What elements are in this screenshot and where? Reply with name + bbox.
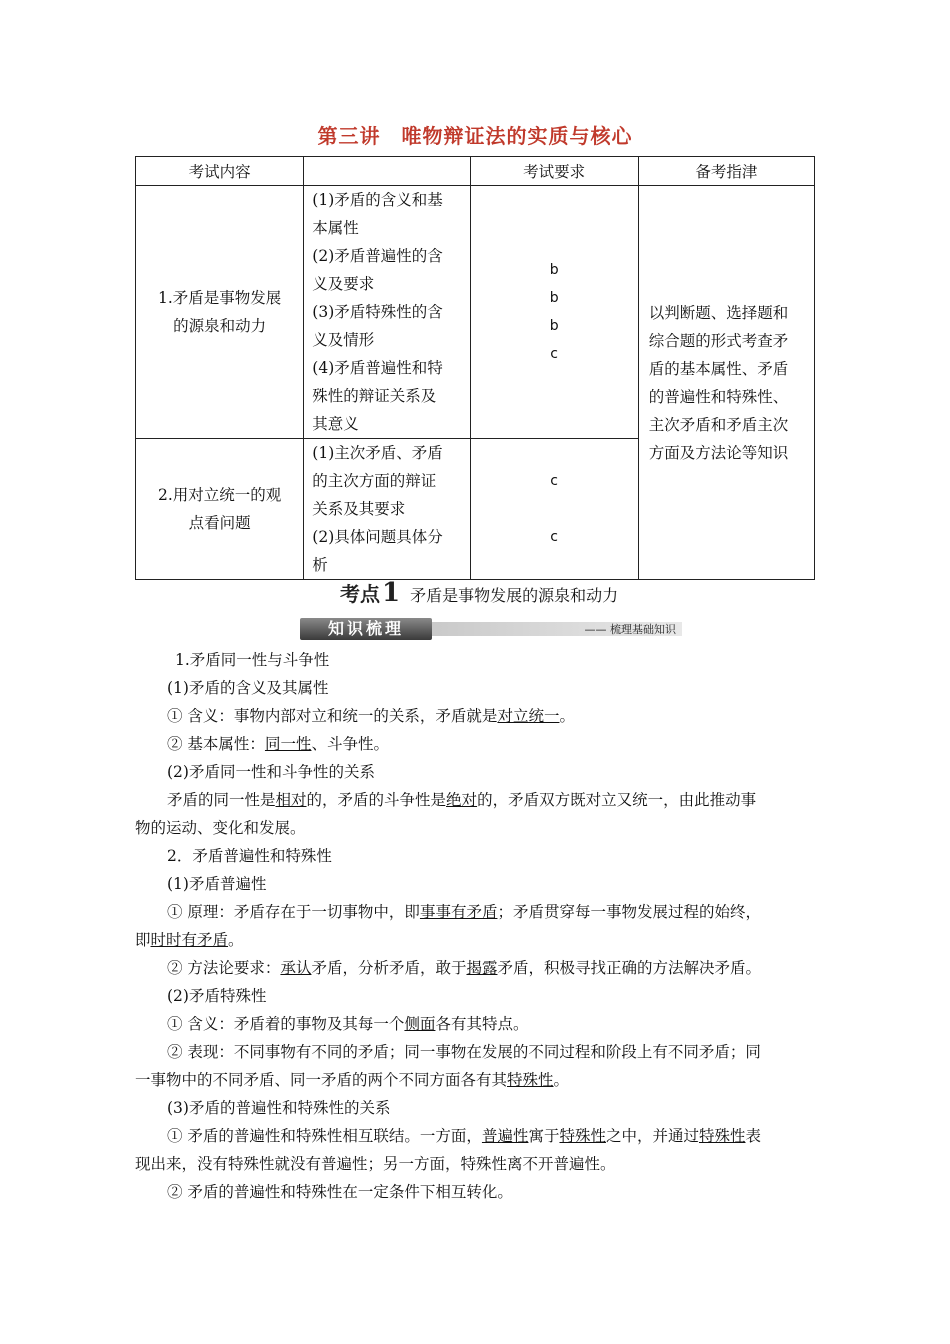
header-content: 考试内容 xyxy=(136,157,304,186)
keyword-blank: 时时有矛盾 xyxy=(150,931,229,949)
level-value: b xyxy=(549,318,559,334)
keyword-blank: 揭露 xyxy=(466,959,498,977)
requirement-line: (4)矛盾普遍性和特 xyxy=(312,359,443,377)
text: 各有其特点。 xyxy=(435,1015,529,1033)
requirement-line: (1)矛盾的含义和基 xyxy=(312,191,443,209)
requirement-line: (2)具体问题具体分 xyxy=(312,528,443,546)
paragraph: 物的运动、变化和发展。 xyxy=(135,819,306,837)
category-cell xyxy=(136,186,304,439)
level-value: b xyxy=(549,290,559,306)
keyword-blank: 特殊性 xyxy=(559,1127,606,1145)
requirement-cell xyxy=(304,439,470,580)
subheading: (1)矛盾普遍性 xyxy=(167,875,267,893)
text: 的，矛盾的斗争性是 xyxy=(306,791,447,809)
guide-line: 以判断题、选择题和 xyxy=(648,303,789,322)
guide-line: 综合题的形式考查矛 xyxy=(648,331,789,350)
keyword-blank: 侧面 xyxy=(404,1015,436,1033)
keyword-blank: 普遍性 xyxy=(481,1127,529,1145)
paragraph xyxy=(135,786,815,814)
paragraph xyxy=(135,926,815,954)
content-body xyxy=(135,646,815,1206)
text: 矛盾，分析矛盾，敢于 xyxy=(311,959,467,977)
text: 表 xyxy=(745,1127,762,1145)
guide-line: 的普遍性和特殊性、 xyxy=(648,387,789,406)
subheading: (2)矛盾特殊性 xyxy=(167,987,267,1005)
text: ① 含义：矛盾着的事物及其每一个 xyxy=(167,1015,405,1033)
paragraph xyxy=(135,1122,815,1150)
text: ① 含义：事物内部对立和统一的关系，矛盾就是 xyxy=(167,707,498,725)
keyword-blank: 绝对 xyxy=(446,791,478,809)
header-blank xyxy=(304,157,470,186)
level-cell xyxy=(470,186,638,439)
text: ② 基本属性： xyxy=(167,735,265,753)
band-tag: —— 梳理基础知识 xyxy=(584,623,676,636)
text: 、斗争性。 xyxy=(311,735,389,753)
category-line: 的源泉和动力 xyxy=(173,317,267,335)
table-row xyxy=(136,186,815,439)
category-line: 2.用对立统一的观 xyxy=(157,486,282,504)
exam-requirements-table xyxy=(135,156,815,580)
section-number: 1 xyxy=(382,578,401,608)
guide-line: 主次矛盾和矛盾主次 xyxy=(648,415,789,434)
table-header-row xyxy=(136,157,815,186)
subheading: (2)矛盾同一性和斗争性的关系 xyxy=(167,763,375,781)
keyword-blank: 特殊性 xyxy=(699,1127,746,1145)
text: ；矛盾贯穿每一事物发展过程的始终， xyxy=(497,903,761,921)
category-line: 点看问题 xyxy=(188,514,251,532)
requirement-line: 其意义 xyxy=(312,415,359,433)
text: 的，矛盾双方既对立又统一，由此推动事 xyxy=(477,791,757,809)
text: 矛盾，积极寻找正确的方法解决矛盾。 xyxy=(497,959,761,977)
level-value: c xyxy=(550,529,558,545)
guide-line: 方面及方法论等知识 xyxy=(648,443,789,462)
requirement-line: (3)矛盾特殊性的含 xyxy=(312,303,443,321)
category-cell xyxy=(136,439,304,580)
text: ① 矛盾的普遍性和特殊性相互联结。一方面， xyxy=(167,1127,482,1145)
requirement-line: (1)主次矛盾、矛盾 xyxy=(312,444,443,462)
paragraph: 现出来，没有特殊性就没有普遍性；另一方面，特殊性离不开普遍性。 xyxy=(135,1155,616,1173)
requirement-line: (2)矛盾普遍性的含 xyxy=(312,247,443,265)
text: 即 xyxy=(135,931,151,949)
requirement-line: 本属性 xyxy=(312,219,359,237)
level-value: b xyxy=(549,262,559,278)
requirement-cell xyxy=(304,186,470,439)
requirement-line: 关系及其要求 xyxy=(312,500,406,518)
guide-line: 盾的基本属性、矛盾 xyxy=(648,359,789,378)
text: 之中，并通过 xyxy=(605,1127,699,1145)
knowledge-band xyxy=(300,618,682,640)
subheading: (3)矛盾的普遍性和特殊性的关系 xyxy=(167,1099,391,1117)
text: 矛盾的同一性是 xyxy=(167,791,276,809)
header-requirement: 考试要求 xyxy=(470,157,638,186)
band-label: 知识梳理 xyxy=(300,618,432,640)
paragraph xyxy=(135,1010,815,1038)
keyword-blank: 事事有矛盾 xyxy=(419,903,498,921)
requirement-line: 义及要求 xyxy=(312,275,375,293)
text: 。 xyxy=(559,707,575,725)
page-title: 第三讲 唯物辩证法的实质与核心 xyxy=(317,124,633,148)
text: ② 方法论要求： xyxy=(167,959,281,977)
section-heading xyxy=(340,578,618,608)
paragraph: ② 矛盾的普遍性和特殊性在一定条件下相互转化。 xyxy=(167,1183,513,1201)
keyword-blank: 同一性 xyxy=(264,735,312,753)
text: 寓于 xyxy=(528,1127,560,1145)
text: 。 xyxy=(553,1071,570,1089)
level-cell xyxy=(470,439,638,580)
level-value: c xyxy=(550,473,558,489)
requirement-line: 析 xyxy=(312,556,328,574)
guide-cell xyxy=(638,186,814,580)
text: 一事物中的不同矛盾、同一矛盾的两个不同方面各有其 xyxy=(135,1071,508,1089)
paragraph: ② 表现：不同事物有不同的矛盾；同一事物在发展的不同过程和阶段上有不同矛盾；同 xyxy=(167,1043,761,1061)
text: 。 xyxy=(228,931,244,949)
text: ① 原理：矛盾存在于一切事物中，即 xyxy=(167,903,420,921)
keyword-blank: 相对 xyxy=(275,791,307,809)
heading-2: 2．矛盾普遍性和特殊性 xyxy=(167,847,332,865)
paragraph xyxy=(135,1066,815,1094)
level-value: c xyxy=(550,346,558,362)
section-subtitle: 矛盾是事物发展的源泉和动力 xyxy=(410,586,619,605)
level-spacer xyxy=(471,495,638,523)
requirement-line: 殊性的辩证关系及 xyxy=(312,387,437,405)
category-line: 1.矛盾是事物发展 xyxy=(157,289,282,307)
keyword-blank: 特殊性 xyxy=(507,1071,554,1089)
header-guide: 备考指津 xyxy=(638,157,814,186)
requirement-line: 的主次方面的辩证 xyxy=(312,472,437,490)
section-label: 考点 xyxy=(340,582,380,606)
subheading: (1)矛盾的含义及其属性 xyxy=(167,679,329,697)
keyword-blank: 对立统一 xyxy=(497,707,560,725)
paragraph xyxy=(135,702,815,730)
paragraph xyxy=(135,954,815,982)
paragraph xyxy=(135,898,815,926)
paragraph xyxy=(135,730,815,758)
requirement-line: 义及情形 xyxy=(312,331,375,349)
keyword-blank: 承认 xyxy=(280,959,312,977)
heading-1: 1.矛盾同一性与斗争性 xyxy=(175,651,330,669)
